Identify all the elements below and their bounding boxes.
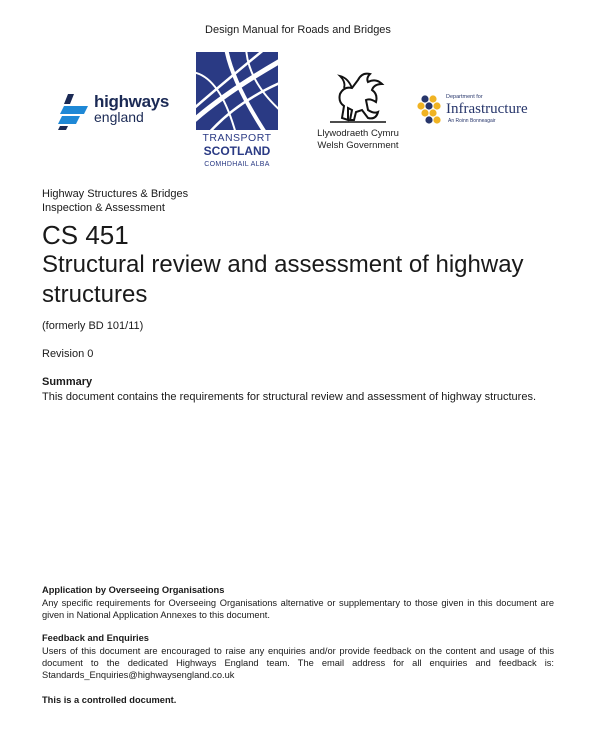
transport-scotland-line2: SCOTLAND bbox=[203, 144, 271, 158]
controlled-document-note: This is a controlled document. bbox=[42, 695, 177, 705]
summary-text: This document contains the requirements for structural review and assessment of highway structures. bbox=[42, 391, 537, 403]
highways-england-line2: england bbox=[94, 109, 144, 125]
section-line2: Inspection & Assessment bbox=[42, 202, 165, 214]
road-junction-icon bbox=[196, 52, 278, 130]
document-title: Structural review and assessment of highway structures bbox=[42, 251, 524, 308]
feedback-heading: Feedback and Enquiries bbox=[42, 633, 149, 643]
document-code: CS 451 bbox=[42, 220, 129, 250]
welsh-government-line1: Llywodraeth Cymru bbox=[317, 128, 399, 139]
manual-title: Design Manual for Roads and Bridges bbox=[205, 24, 391, 36]
highways-england-logo bbox=[58, 92, 178, 132]
application-text: Any specific requirements for Overseeing Organisations alternative or supplementary to those given in this document are given in National Application Annexes to this document. bbox=[42, 598, 554, 620]
section-heading bbox=[42, 187, 188, 215]
highways-england-line1: highways bbox=[94, 92, 170, 111]
welsh-dragon-icon bbox=[328, 68, 388, 124]
formerly-note: (formerly BD 101/11) bbox=[42, 320, 144, 332]
dfi-sub-text: An Roinn Bonneagair bbox=[448, 118, 496, 124]
hexagon-cluster-icon bbox=[416, 94, 444, 126]
feedback-text: Users of this document are encouraged to raise any enquiries and/or provide feedback on the content and usage of this document to the dedicated Highways England team. The email address for all enquiries and feedback is: Standards_Enquiries@highwaysengland.co.uk bbox=[42, 646, 554, 680]
revision-label: Revision 0 bbox=[42, 348, 94, 360]
application-heading: Application by Overseeing Organisations bbox=[42, 585, 225, 595]
dfi-main-text: Infrastructure bbox=[446, 101, 528, 117]
dfi-logo bbox=[416, 92, 542, 126]
transport-scotland-line3: COMHDHAIL ALBA bbox=[204, 161, 270, 168]
highways-england-stripes-icon bbox=[58, 92, 92, 130]
transport-scotland-logo bbox=[196, 52, 278, 174]
dfi-small-text: Department for bbox=[446, 94, 483, 100]
section-line1: Highway Structures & Bridges bbox=[42, 188, 189, 200]
transport-scotland-line1: TRANSPORT bbox=[202, 132, 272, 144]
summary-heading: Summary bbox=[42, 376, 93, 388]
welsh-government-logo bbox=[312, 68, 404, 158]
welsh-government-line2: Welsh Government bbox=[317, 140, 399, 151]
